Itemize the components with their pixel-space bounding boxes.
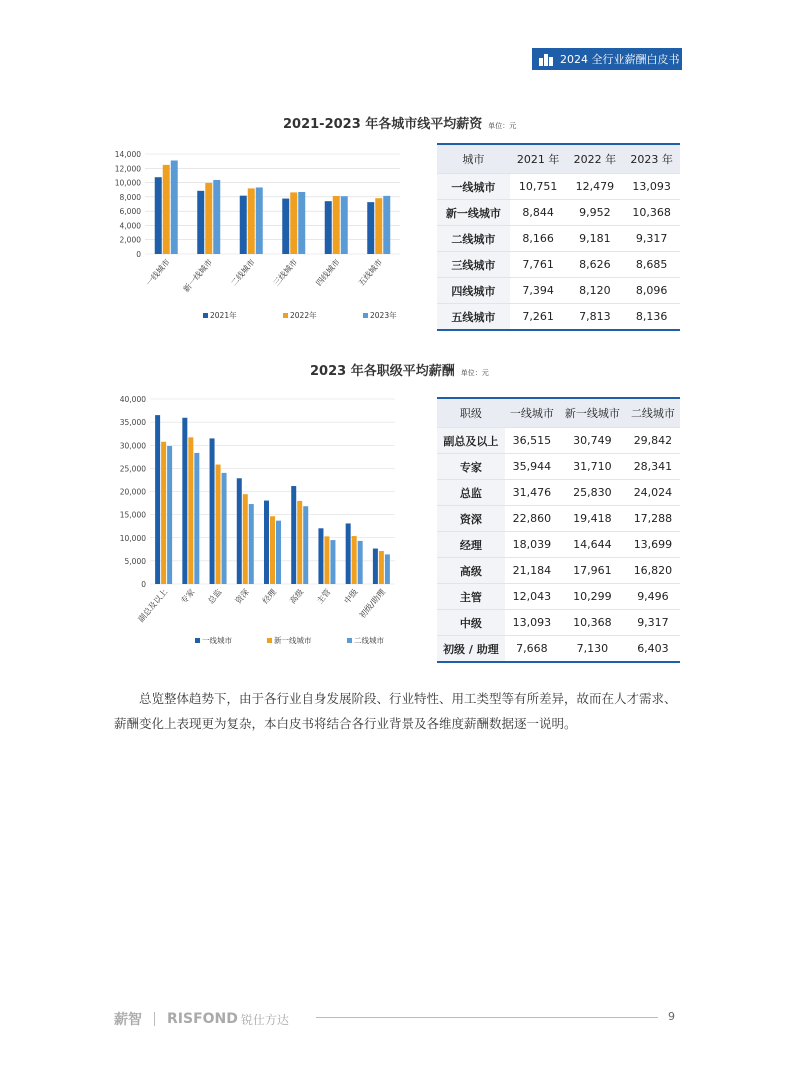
bar bbox=[298, 192, 305, 254]
badge-text: 2024 全行业薪酬白皮书 bbox=[560, 53, 680, 66]
table-cell: 22,860 bbox=[505, 506, 559, 532]
table-cell: 18,039 bbox=[505, 532, 559, 558]
table-row bbox=[437, 558, 680, 584]
y-tick-label: 4,000 bbox=[119, 221, 141, 231]
bar bbox=[197, 191, 204, 254]
table-cell: 17,961 bbox=[559, 558, 626, 584]
table-row bbox=[437, 506, 680, 532]
table-cell: 35,944 bbox=[505, 454, 559, 480]
bar bbox=[194, 453, 199, 584]
x-tick-label: 新一线城市 bbox=[181, 257, 215, 294]
bar bbox=[367, 202, 374, 254]
table-row bbox=[437, 200, 680, 226]
table-cell: 13,699 bbox=[626, 532, 680, 558]
legend-swatch bbox=[347, 638, 352, 643]
x-tick-label: 主管 bbox=[315, 587, 333, 606]
table-row-label: 经理 bbox=[437, 532, 505, 558]
bar bbox=[375, 198, 382, 254]
legend-label: 2022年 bbox=[290, 311, 317, 320]
body-paragraph: 总览整体趋势下，由于各行业自身发展阶段、行业特性、用工类型等有所差异，故而在人才需求、薪酬变化上表现更为复杂，本白皮书将结合各行业背景及各维度薪酬数据逐一说明。 bbox=[114, 691, 677, 731]
bar bbox=[171, 160, 178, 254]
x-tick-label: 专家 bbox=[179, 587, 197, 606]
table-cell: 8,120 bbox=[566, 278, 623, 304]
x-tick-label: 二线城市 bbox=[229, 257, 257, 288]
y-tick-label: 14,000 bbox=[114, 150, 141, 159]
bar bbox=[383, 196, 390, 254]
table-cell: 13,093 bbox=[623, 174, 680, 200]
table-row bbox=[437, 252, 680, 278]
bar bbox=[270, 516, 275, 584]
table-cell: 7,130 bbox=[559, 636, 626, 663]
table-cell: 12,043 bbox=[505, 584, 559, 610]
bar bbox=[385, 554, 390, 584]
bar bbox=[256, 187, 263, 254]
table-cell: 31,476 bbox=[505, 480, 559, 506]
bar bbox=[161, 442, 166, 584]
bar bbox=[379, 551, 384, 584]
table-header-cell: 城市 bbox=[437, 144, 510, 174]
bar bbox=[325, 201, 332, 254]
legend-swatch bbox=[203, 313, 208, 318]
bar bbox=[213, 180, 220, 254]
table-cell: 6,403 bbox=[626, 636, 680, 663]
table-cell: 8,096 bbox=[623, 278, 680, 304]
table-cell: 13,093 bbox=[505, 610, 559, 636]
bar bbox=[333, 196, 340, 254]
table-cell: 8,685 bbox=[623, 252, 680, 278]
table-cell: 7,761 bbox=[510, 252, 567, 278]
legend-swatch bbox=[195, 638, 200, 643]
risfond-logo-sub: 锐仕方达 bbox=[240, 1012, 289, 1027]
chart2-table bbox=[437, 397, 680, 663]
y-tick-label: 30,000 bbox=[119, 441, 146, 451]
table-row-label: 专家 bbox=[437, 454, 505, 480]
table-row bbox=[437, 584, 680, 610]
table-cell: 9,952 bbox=[566, 200, 623, 226]
table-cell: 7,261 bbox=[510, 304, 567, 331]
table-header-row bbox=[437, 144, 680, 174]
footer-divider bbox=[316, 1017, 658, 1018]
bar bbox=[155, 415, 160, 584]
table-cell: 10,751 bbox=[510, 174, 567, 200]
bar bbox=[330, 540, 335, 584]
header-badge bbox=[532, 48, 682, 70]
y-tick-label: 8,000 bbox=[119, 192, 141, 202]
table-row-label: 副总及以上 bbox=[437, 428, 505, 454]
table-row-label: 高级 bbox=[437, 558, 505, 584]
table-row-label: 三线城市 bbox=[437, 252, 510, 278]
table-cell: 7,813 bbox=[566, 304, 623, 331]
bar bbox=[240, 196, 247, 254]
x-tick-label: 五线城市 bbox=[356, 257, 385, 288]
table-cell: 7,394 bbox=[510, 278, 567, 304]
table-row bbox=[437, 636, 680, 663]
table-row bbox=[437, 454, 680, 480]
xinzhi-logo: 薪智 bbox=[114, 1012, 142, 1028]
x-tick-label: 高级 bbox=[288, 587, 306, 606]
chart1-unit: 单位：元 bbox=[488, 122, 517, 130]
bar bbox=[282, 199, 289, 254]
table-header-cell: 新一线城市 bbox=[559, 398, 626, 428]
table-row-label: 中级 bbox=[437, 610, 505, 636]
table-cell: 17,288 bbox=[626, 506, 680, 532]
table-cell: 14,644 bbox=[559, 532, 626, 558]
chart2-unit: 单位：元 bbox=[460, 369, 489, 377]
chart2-bar-chart bbox=[100, 390, 410, 650]
chart2-title-text: 2023 年各职级平均薪酬 bbox=[310, 364, 455, 379]
legend-label: 一线城市 bbox=[202, 636, 232, 645]
bar bbox=[210, 438, 215, 584]
page-number: 9 bbox=[668, 1010, 675, 1023]
table-cell: 21,184 bbox=[505, 558, 559, 584]
bar bbox=[290, 192, 297, 254]
table-row bbox=[437, 174, 680, 200]
table-cell: 9,496 bbox=[626, 584, 680, 610]
table-header-cell: 二线城市 bbox=[626, 398, 680, 428]
table-cell: 8,844 bbox=[510, 200, 567, 226]
y-tick-label: 25,000 bbox=[119, 464, 146, 474]
bar bbox=[163, 165, 170, 254]
y-tick-label: 5,000 bbox=[124, 556, 146, 566]
table-row bbox=[437, 304, 680, 331]
table-cell: 12,479 bbox=[566, 174, 623, 200]
table-cell: 9,181 bbox=[566, 226, 623, 252]
risfond-logo: RISFOND bbox=[167, 1011, 238, 1027]
table-row-label: 新一线城市 bbox=[437, 200, 510, 226]
bar bbox=[188, 437, 193, 584]
table-cell: 10,299 bbox=[559, 584, 626, 610]
table-cell: 31,710 bbox=[559, 454, 626, 480]
table-row bbox=[437, 278, 680, 304]
table-row-label: 二线城市 bbox=[437, 226, 510, 252]
table-header-row bbox=[437, 398, 680, 428]
y-tick-label: 0 bbox=[136, 250, 141, 259]
table-header-cell: 2023 年 bbox=[623, 144, 680, 174]
y-tick-label: 12,000 bbox=[114, 164, 141, 174]
table-cell: 30,749 bbox=[559, 428, 626, 454]
y-tick-label: 6,000 bbox=[119, 207, 141, 217]
table-header-cell: 一线城市 bbox=[505, 398, 559, 428]
y-tick-label: 2,000 bbox=[119, 235, 141, 245]
y-tick-label: 10,000 bbox=[119, 533, 146, 543]
table-cell: 29,842 bbox=[626, 428, 680, 454]
table-row-label: 一线城市 bbox=[437, 174, 510, 200]
bar bbox=[243, 494, 248, 584]
x-tick-label: 初级/助理 bbox=[357, 587, 387, 620]
footer-logos bbox=[114, 1009, 289, 1029]
x-tick-label: 中级 bbox=[342, 587, 360, 606]
bar bbox=[264, 501, 269, 584]
bar bbox=[237, 478, 242, 584]
y-tick-label: 10,000 bbox=[114, 178, 141, 188]
y-tick-label: 15,000 bbox=[119, 510, 146, 520]
table-cell: 9,317 bbox=[623, 226, 680, 252]
bar bbox=[249, 504, 254, 584]
table-cell: 25,830 bbox=[559, 480, 626, 506]
bar bbox=[276, 521, 281, 584]
bar bbox=[324, 536, 329, 584]
legend-label: 2021年 bbox=[210, 311, 237, 320]
legend-swatch bbox=[267, 638, 272, 643]
chart1-title bbox=[283, 113, 516, 132]
chart1-table bbox=[437, 143, 680, 331]
table-row-label: 五线城市 bbox=[437, 304, 510, 331]
x-tick-label: 经理 bbox=[260, 587, 279, 606]
table-cell: 16,820 bbox=[626, 558, 680, 584]
bar bbox=[358, 541, 363, 584]
chart1-title-text: 2021-2023 年各城市线平均薪资 bbox=[283, 117, 483, 132]
bar bbox=[297, 501, 302, 584]
x-tick-label: 一线城市 bbox=[144, 257, 172, 288]
table-cell: 10,368 bbox=[623, 200, 680, 226]
x-tick-label: 总监 bbox=[206, 587, 224, 606]
table-row-label: 主管 bbox=[437, 584, 505, 610]
x-tick-label: 四线城市 bbox=[314, 257, 342, 288]
table-cell: 28,341 bbox=[626, 454, 680, 480]
table-row-label: 四线城市 bbox=[437, 278, 510, 304]
bar bbox=[248, 188, 255, 254]
bar bbox=[303, 506, 308, 584]
x-tick-label: 资深 bbox=[233, 587, 251, 606]
table-cell: 8,626 bbox=[566, 252, 623, 278]
bar bbox=[155, 177, 162, 254]
table-row bbox=[437, 226, 680, 252]
table-row bbox=[437, 532, 680, 558]
bar bbox=[341, 196, 348, 254]
logo-divider bbox=[154, 1012, 155, 1026]
table-row-label: 总监 bbox=[437, 480, 505, 506]
legend-label: 新一线城市 bbox=[274, 636, 312, 645]
table-header-cell: 2021 年 bbox=[510, 144, 567, 174]
y-tick-label: 40,000 bbox=[119, 395, 146, 404]
table-header-cell: 职级 bbox=[437, 398, 505, 428]
table-row bbox=[437, 428, 680, 454]
bar bbox=[318, 528, 323, 584]
bar bbox=[216, 465, 221, 584]
bar bbox=[205, 183, 212, 254]
table-row-label: 资深 bbox=[437, 506, 505, 532]
table-row bbox=[437, 480, 680, 506]
bar bbox=[346, 523, 351, 584]
buildings-icon bbox=[538, 52, 554, 66]
legend-label: 二线城市 bbox=[354, 636, 384, 645]
table-cell: 8,136 bbox=[623, 304, 680, 331]
bar bbox=[167, 446, 172, 584]
chart2-title bbox=[310, 360, 489, 379]
bar bbox=[373, 549, 378, 584]
table-cell: 24,024 bbox=[626, 480, 680, 506]
table-header-cell: 2022 年 bbox=[566, 144, 623, 174]
legend-label: 2023年 bbox=[370, 311, 397, 320]
bar bbox=[291, 486, 296, 584]
table-cell: 19,418 bbox=[559, 506, 626, 532]
bar bbox=[222, 473, 227, 584]
x-tick-label: 副总及以上 bbox=[136, 587, 170, 624]
table-row bbox=[437, 610, 680, 636]
table-cell: 10,368 bbox=[559, 610, 626, 636]
table-cell: 9,317 bbox=[626, 610, 680, 636]
bar bbox=[352, 536, 357, 584]
y-tick-label: 35,000 bbox=[119, 418, 146, 428]
table-row-label: 初级 / 助理 bbox=[437, 636, 505, 663]
legend-swatch bbox=[283, 313, 288, 318]
table-cell: 8,166 bbox=[510, 226, 567, 252]
y-tick-label: 20,000 bbox=[119, 487, 146, 497]
x-tick-label: 三线城市 bbox=[271, 257, 300, 288]
table-cell: 36,515 bbox=[505, 428, 559, 454]
bar bbox=[182, 418, 187, 584]
chart1-bar-chart bbox=[100, 140, 410, 325]
y-tick-label: 0 bbox=[141, 580, 146, 589]
table-cell: 7,668 bbox=[505, 636, 559, 663]
legend-swatch bbox=[363, 313, 368, 318]
